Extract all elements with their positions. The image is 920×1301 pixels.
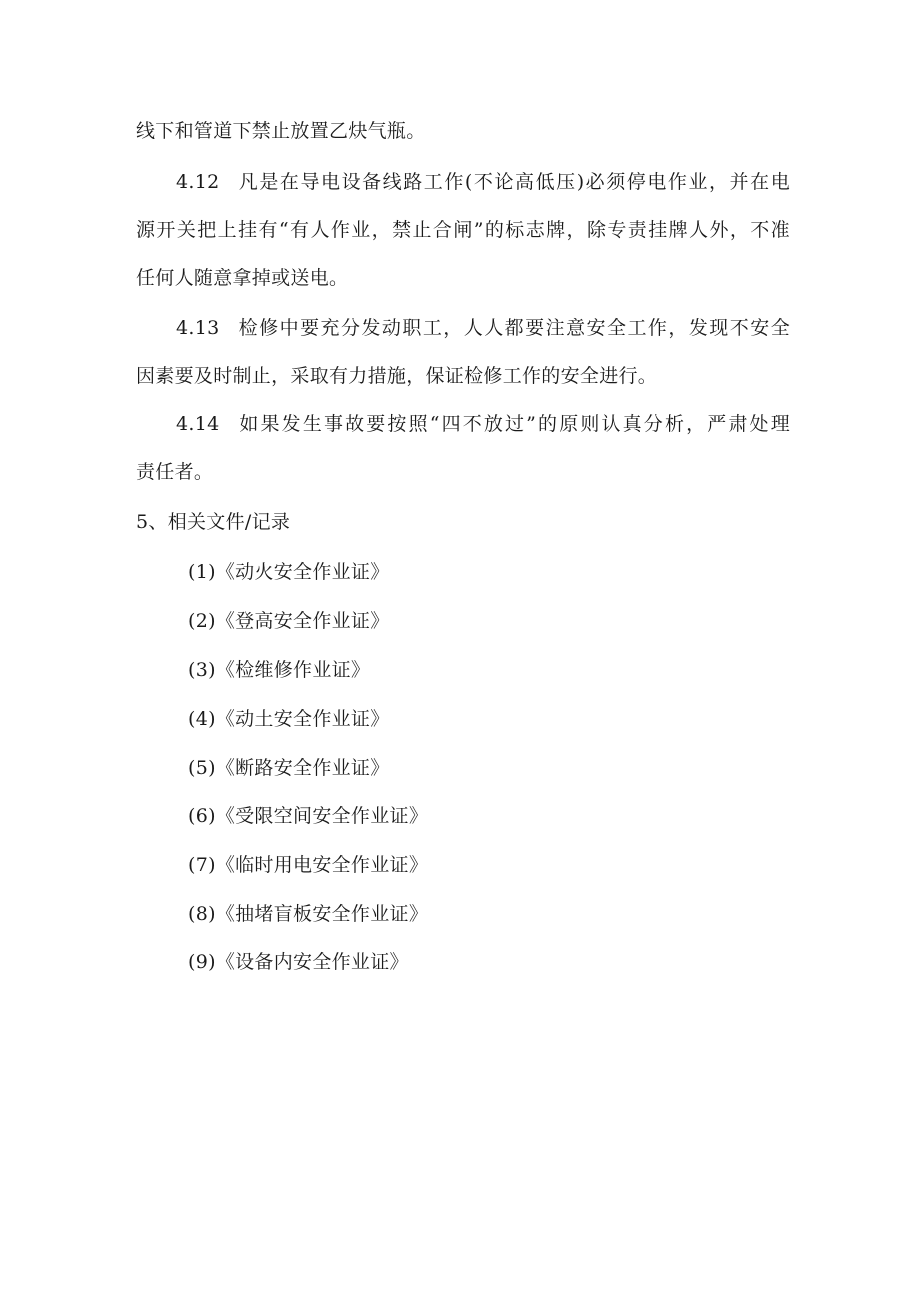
clause-number: 4.13 [176,317,220,339]
record-item: (7)《临时用电安全作业证》 [188,854,429,876]
clause-number: 4.12 [176,171,220,193]
record-item: (9)《设备内安全作业证》 [188,951,409,973]
clause-4-12-line-3: 任何人随意拿掉或送电。 [136,267,349,289]
clause-4-12-line-2: 源开关把上挂有“有人作业，禁止合闸”的标志牌，除专责挂牌人外，不准 [136,219,790,241]
record-item: (1)《动火安全作业证》 [188,561,390,583]
clause-4-13-line-1 [176,316,790,340]
record-item: (6)《受限空间安全作业证》 [188,805,429,827]
clause-4-12-line-1 [176,170,790,194]
record-item: (5)《断路安全作业证》 [188,757,390,779]
clause-number: 4.14 [176,413,220,435]
record-item: (2)《登高安全作业证》 [188,610,390,632]
clause-text: 检修中要充分发动职工，人人都要注意安全工作，发现不安全 [237,317,790,339]
clause-4-14-line-2: 责任者。 [136,461,214,483]
continuation-line: 线下和管道下禁止放置乙炔气瓶。 [136,120,426,142]
record-item: (8)《抽堵盲板安全作业证》 [188,903,429,925]
clause-text: 如果发生事故要按照“四不放过”的原则认真分析，严肃处理 [237,413,790,435]
clause-4-14-line-1 [176,412,790,436]
record-item: (3)《检维修作业证》 [188,659,371,681]
clause-4-13-line-2: 因素要及时制止，采取有力措施，保证检修工作的安全进行。 [136,365,658,387]
section-heading: 5、相关文件/记录 [136,511,291,533]
record-item: (4)《动土安全作业证》 [188,708,390,730]
clause-text: 凡是在导电设备线路工作(不论高低压)必须停电作业，并在电 [237,171,790,193]
